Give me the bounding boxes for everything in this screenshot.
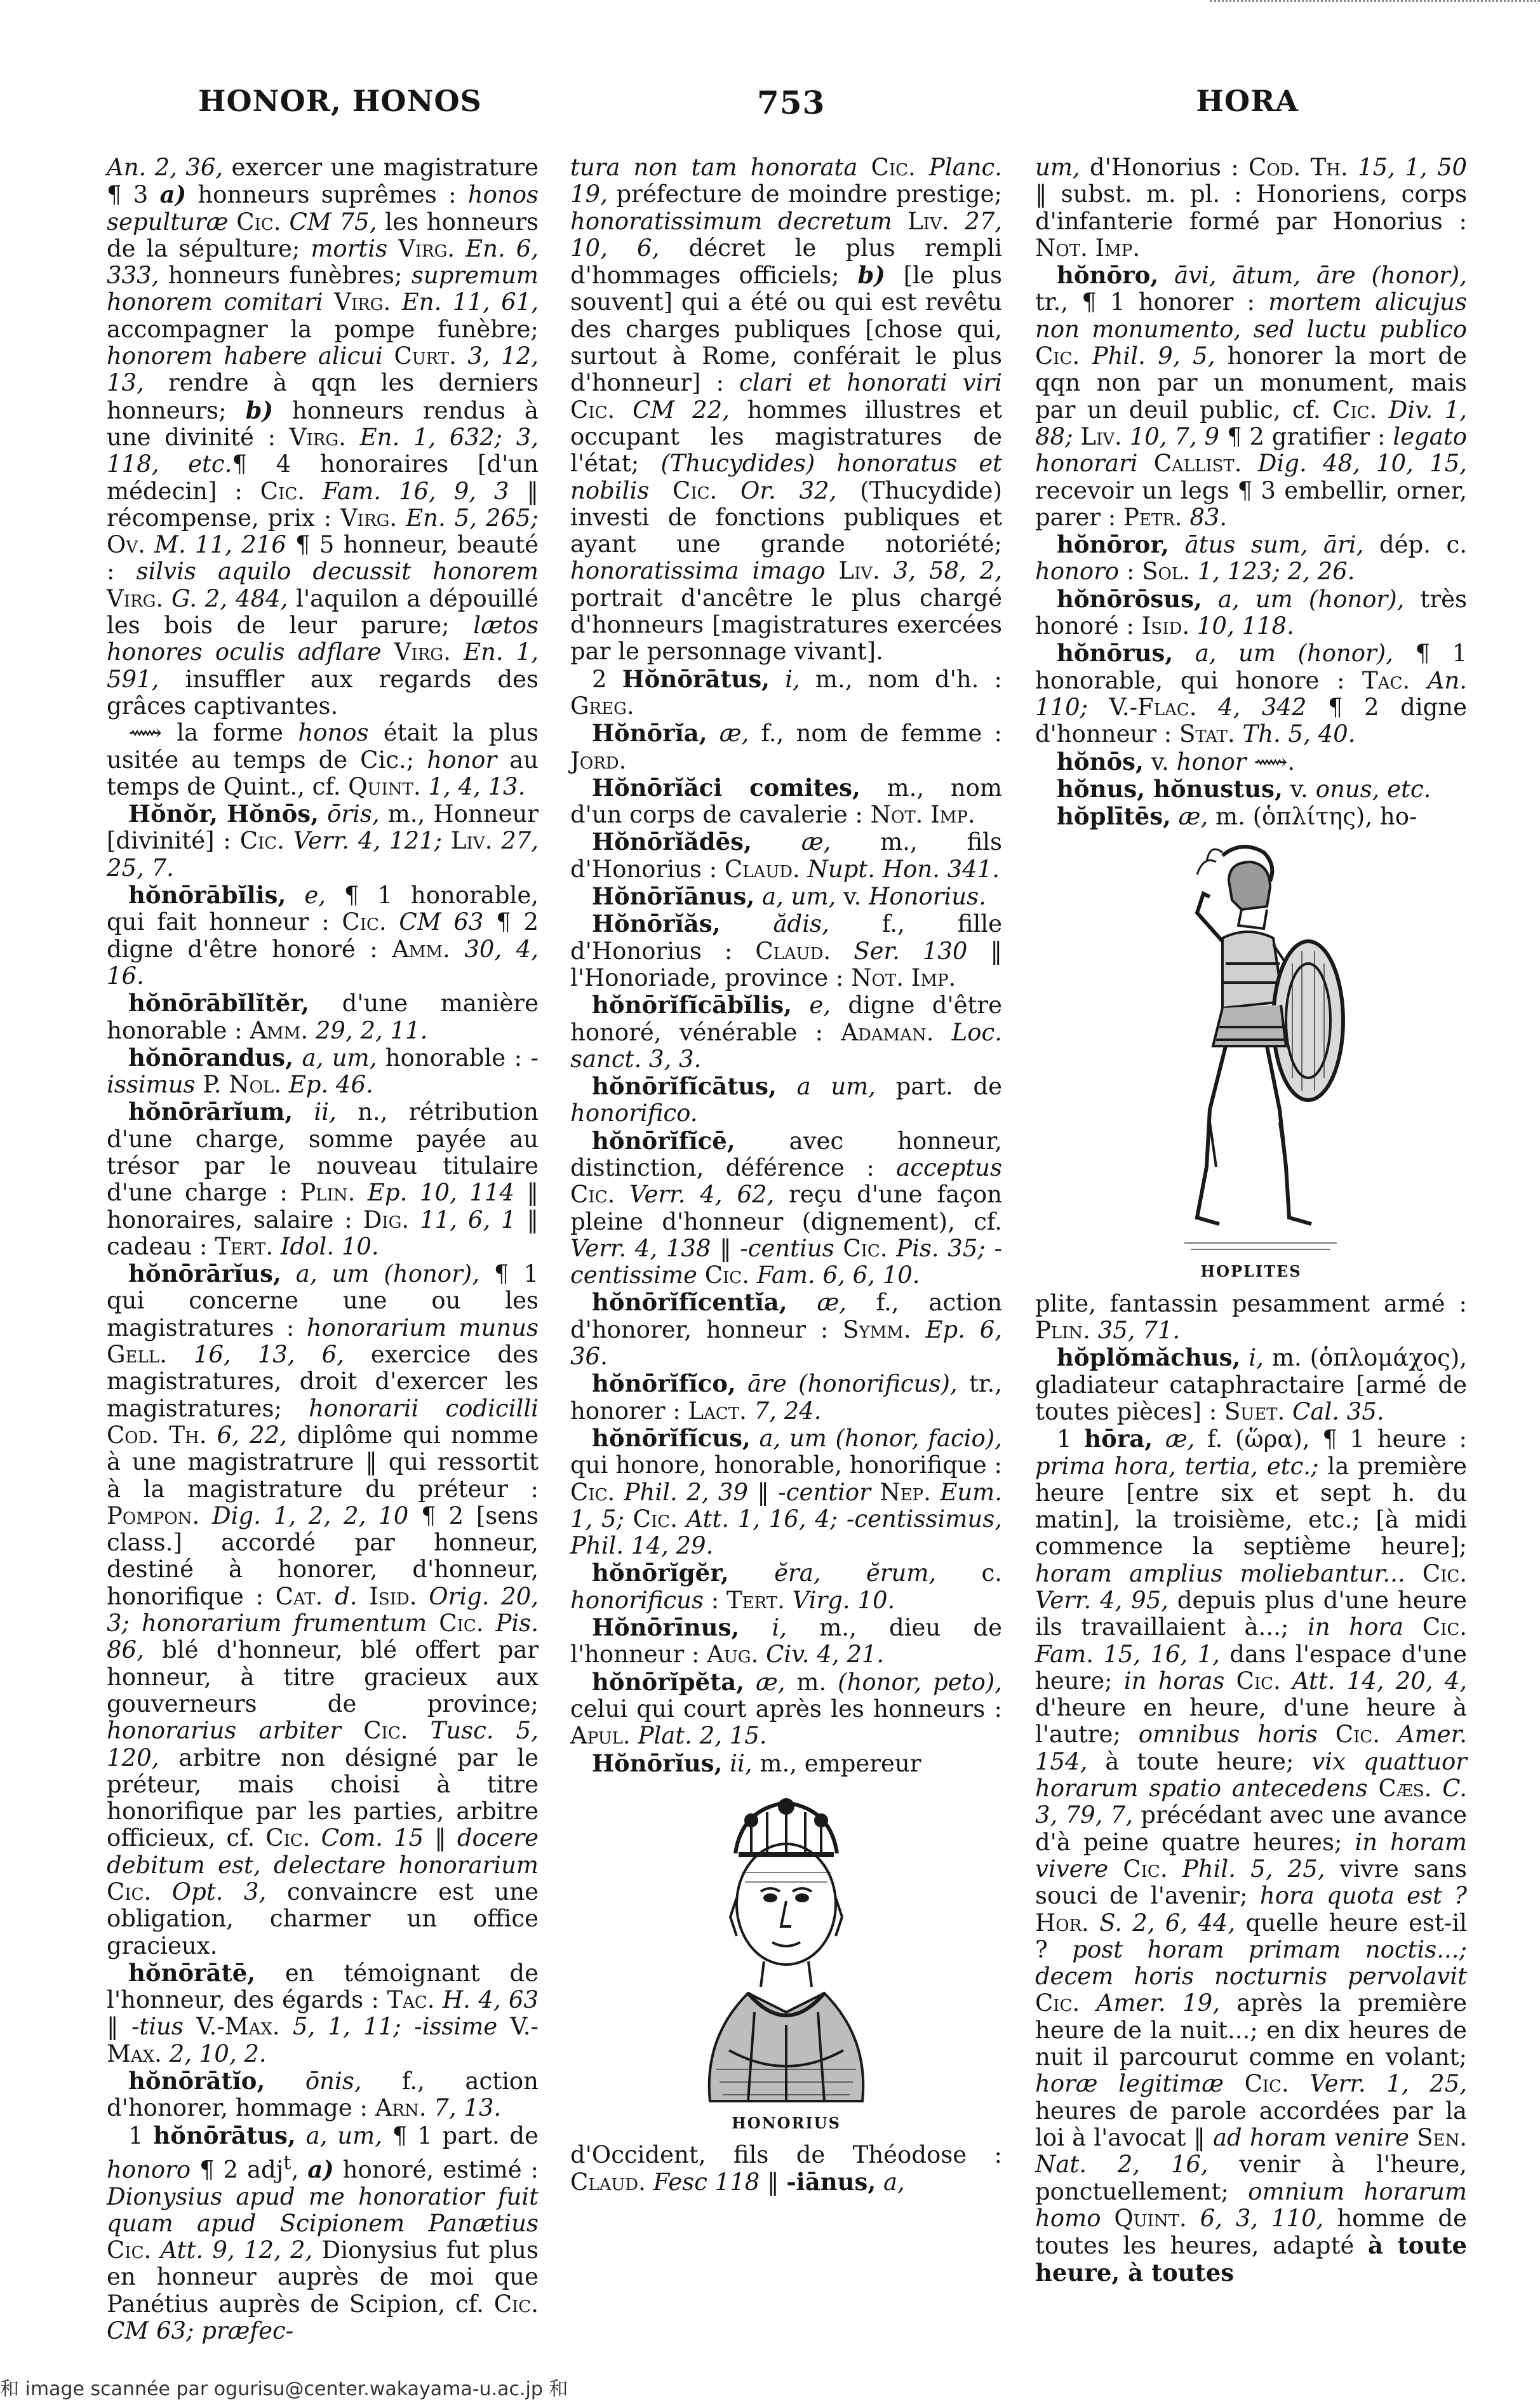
scan-credit: 和 image scannée par ogurisu@center.wakayama-u.ac.jp 和: [0, 2378, 568, 2400]
scan-border: [1210, 0, 1540, 6]
honorius-caption: HONORIUS: [732, 2113, 841, 2132]
hoplite-icon: [1146, 837, 1356, 1256]
honorius-illustration: [570, 1784, 1002, 2137]
column-right: um, d'Honorius : Cod. Th. 15, 1, 50 ‖ subst. m. pl. : Honoriens, corps d'infanterie formé par Honorius : Not. Imp. hŏnōro, āvi, ātum, āre (honor), tr., ¶ 1 honorer : mortem alicujus non monumento, sed luctu publico Cic. Phil. 9, 5, honorer la mort de qqn non par un monument, mais par un deuil public, cf. Cic. Div. 1, 88; Liv. 10, 7, 9 ¶ 2 gratifier : legato honorari Callist. Dig. 48, 10, 15, recevoir un legs ¶ 3 embellir, orner, parer : Petr. 83. hŏnōror, ātus sum, āri, dép. c. honoro : Sol. 1, 123; 2, 26. hŏnōrōsus, a, um (honor), très honoré : Isid. 10, 118. hŏnōrus, a, um (honor), ¶ 1 honorable, qui honore : Tac. An. 110; V.-Flac. 4, 342 ¶ 2 digne d'honneur : Stat. Th. 5, 40. hŏnōs, v. honor ⟿. hŏnus, hŏnustus, v. onus, etc. hŏplītēs, æ, m. (ὁπλίτης), ho- HOPLITES plite, fantassin pesamment armé : Plin. 35, 71. hŏplŏmăchus, i, m. (ὁπλομάχος), gladiateur cataphractaire [armé de toutes pièces] : Suet. Cal. 35. 1 hōra, æ, f. (ὥρα), ¶ 1 heure : prima hora, tertia, etc.; la première heure [entre six et sept h. du matin], la troisième, etc.; [à midi commence la septième heure]; horam amplius moliebantur... Cic. Verr. 4, 95, depuis plus d'une heure ils travaillaient à...; in hora Cic. Fam. 15, 16, 1, dans l'espace d'une heure; in horas Cic. Att. 14, 20, 4, d'heure en heure, d'une heure à l'autre; omnibus horis Cic. Amer. 154, à toute heure; vix quattuor horarum spatio antecedens Cæs. C. 3, 79, 7, précédant avec une avance d'à peine quatre heures; in horam vivere Cic. Phil. 5, 25, vivre sans souci de l'avenir; hora quota est ? Hor. S. 2, 6, 44, quelle heure est-il ? post horam primam noctis...; decem horis nocturnis pervolavit Cic. Amer. 19, après la première heure de la nuit...; en dix heures de nuit il parcourut comme en volant; horæ legitimæ Cic. Verr. 1, 25, heures de parole accordées par la loi à l'avocat ‖ ad horam venire Sen. Nat. 2, 16, venir à l'heure, ponctuellement; omnium horarum homo Quint. 6, 3, 110, homme de toutes les heures, adapté à toute heure, à toutes: [1035, 154, 1468, 2287]
running-head-right: HORA: [1196, 84, 1299, 118]
column-left: An. 2, 36, exercer une magistrature ¶ 3 a) honneurs suprêmes : honos sepulturæ Cic. CM 75, les honneurs de la sépulture; mortis Virg. En. 6, 333, honneurs funèbres; supremum honorem comitari Virg. En. 11, 61, accompagner la pompe funèbre; honorem habere alicui Curt. 3, 12, 13, rendre à qqn les derniers honneurs; b) honneurs rendus à une divinité : Virg. En. 1, 632; 3, 118, etc.¶ 4 honoraires [d'un médecin] : Cic. Fam. 16, 9, 3 ‖ récompense, prix : Virg. En. 5, 265; Ov. M. 11, 216 ¶ 5 honneur, beauté : silvis aquilo decussit honorem Virg. G. 2, 484, l'aquilon a dépouillé les bois de leur parure; lætos honores oculis adflare Virg. En. 1, 591, insuffler aux regards des grâces captivantes. ⟿ la forme honos était la plus usitée au temps de Cic.; honor au temps de Quint., cf. Quint. 1, 4, 13. Hŏnŏr, Hŏnōs, ōris, m., Honneur [divinité] : Cic. Verr. 4, 121; Liv. 27, 25, 7. hŏnōrābĭlis, e, ¶ 1 honorable, qui fait honneur : Cic. CM 63 ¶ 2 digne d'être honoré : Amm. 30, 4, 16. hŏnōrābĭlĭtĕr, d'une manière honorable : Amm. 29, 2, 11. hŏnōrandus, a, um, honorable : -issimus P. Nol. Ep. 46. hŏnōrārĭum, ii, n., rétribution d'une charge, somme payée au trésor par le nouveau titulaire d'une charge : Plin. Ep. 10, 114 ‖ honoraires, salaire : Dig. 11, 6, 1 ‖ cadeau : Tert. Idol. 10. hŏnōrārĭus, a, um (honor), ¶ 1 qui concerne une ou les magistratures : honorarium munus Gell. 16, 13, 6, exercice des magistratures, droit d'exercer les magistratures; honorarii codicilli Cod. Th. 6, 22, diplôme qui nomme à une magistratrure ‖ qui ressortit à la magistrature du préteur : Pompon. Dig. 1, 2, 2, 10 ¶ 2 [sens class.] accordé par honneur, destiné à honorer, d'honneur, honorifique : Cat. d. Isid. Orig. 20, 3; honorarium frumentum Cic. Pis. 86, blé d'honneur, blé offert par honneur, à titre gracieux aux gouverneurs de province; honorarius arbiter Cic. Tusc. 5, 120, arbitre non désigné par le préteur, mais choisi à titre honorifique par les parties, arbitre officieux, cf. Cic. Com. 15 ‖ docere debitum est, delectare honorarium Cic. Opt. 3, convaincre est une obligation, charmer un office gracieux. hŏnōrātē, en témoignant de l'honneur, des égards : Tac. H. 4, 63 ‖ -tius V.-Max. 5, 1, 11; -issime V.-Max. 2, 10, 2. hŏnōrātĭo, ōnis, f., action d'honorer, hommage : Arn. 7, 13. 1 hŏnōrātus, a, um, ¶ 1 part. de honoro ¶ 2 adj$^t$, a) honoré, estimé : Dionysius apud me honoratior fuit quam apud Scipionem Panætius Cic. Att. 9, 12, 2, Dionysius fut plus en honneur auprès de moi que Panétius auprès de Scipion, cf. Cic. CM 63; præfec-: [107, 154, 539, 2345]
hoplites-illustration: [1035, 837, 1467, 1285]
bust-icon: [691, 1784, 881, 2107]
page-number: 753: [757, 84, 826, 121]
page-header: [0, 84, 1540, 141]
hoplites-caption: HOPLITES: [1200, 1262, 1302, 1281]
running-head-left: HONOR, HONOS: [198, 84, 482, 118]
column-middle: tura non tam honorata Cic. Planc. 19, préfecture de moindre prestige; honoratissimum decretum Liv. 27, 10, 6, décret le plus rempli d'hommages officiels; b) [le plus souvent] qui a été ou qui est revêtu des charges publiques [chose qui, surtout à Rome, conférait le plus d'honneur] : clari et honorati viri Cic. CM 22, hommes illustres et occupant les magistratures de l'état; (Thucydides) honoratus et nobilis Cic. Or. 32, (Thucydide) investi de fonctions publiques et ayant une grande notoriété; honoratissima imago Liv. 3, 58, 2, portrait d'ancêtre le plus chargé d'honneurs [magistratures exercées par le personnage vivant]. 2 Hŏnōrātus, i, m., nom d'h. : Greg. Hŏnōrĭa, æ, f., nom de femme : Jord. Hŏnōrĭăci comites, m., nom d'un corps de cavalerie : Not. Imp. Hŏnōrĭădēs, æ, m., fils d'Honorius : Claud. Nupt. Hon. 341. Hŏnōrĭānus, a, um, v. Honorius. Hŏnōrĭăs, ădis, f., fille d'Honorius : Claud. Ser. 130 ‖ l'Honoriade, province : Not. Imp. hŏnōrĭfĭcābĭlis, e, digne d'être honoré, vénérable : Adaman. Loc. sanct. 3, 3. hŏnōrĭfĭcātus, a um, part. de honorifico. hŏnōrĭfĭcē, avec honneur, distinction, déférence : acceptus Cic. Verr. 4, 62, reçu d'une façon pleine d'honneur (dignement), cf. Verr. 4, 138 ‖ -centius Cic. Pis. 35; -centissime Cic. Fam. 6, 6, 10. hŏnōrĭfĭcentĭa, æ, f., action d'honorer, honneur : Symm. Ep. 6, 36. hŏnōrĭfĭco, āre (honorificus), tr., honorer : Lact. 7, 24. hŏnōrĭfĭcus, a, um (honor, facio), qui honore, honorable, honorifique : Cic. Phil. 2, 39 ‖ -centior Nep. Eum. 1, 5; Cic. Att. 1, 16, 4; -centissimus, Phil. 14, 29. hŏnōrĭgĕr, ĕra, ĕrum, c. honorificus : Tert. Virg. 10. Hŏnōrīnus, i, m., dieu de l'honneur : Aug. Civ. 4, 21. hŏnōrĭpĕta, æ, m. (honor, peto), celui qui court après les honneurs : Apul. Plat. 2, 15. Hŏnōrĭus, ii, m., empereur HONORIUS d'Occident, fils de Théodose : Claud. Fesc 118 ‖ -iānus, a,: [570, 154, 1003, 2196]
